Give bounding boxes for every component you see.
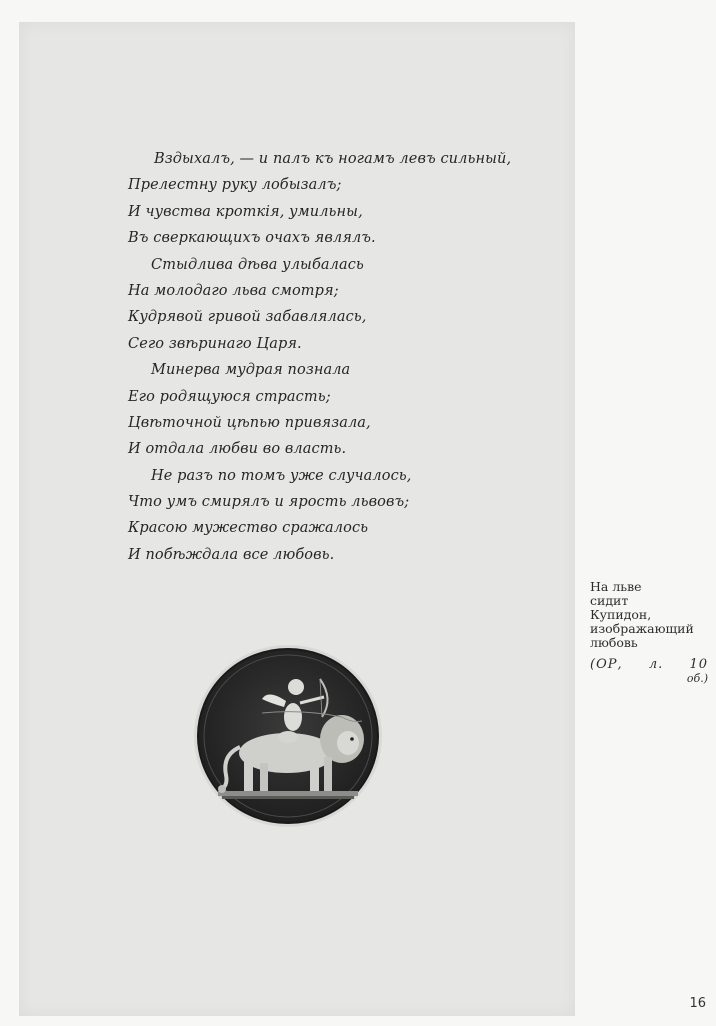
poem-line: Что умъ смирялъ и ярость львовъ; [128, 494, 410, 511]
poem-line: И отдала любви во власть. [128, 441, 347, 458]
archive-reference [590, 658, 708, 686]
cupid-lion-medallion [192, 643, 384, 829]
poem-line: Кудрявой гривой забавлялась, [128, 309, 367, 326]
poem-line: На молодаго льва смотря; [128, 282, 339, 299]
poem-line: Сего звѣринаго Царя. [128, 335, 302, 352]
reference-leaf-number: 10 [689, 657, 708, 672]
caption-line: изображающий [590, 621, 694, 636]
poem-line: Цвѣточной цѣпью привязала, [128, 414, 371, 431]
illustration-caption [590, 580, 708, 686]
poem-line: Минерва мудрая познала [151, 362, 351, 379]
reference-archive: (ОР, [590, 657, 623, 672]
poem-line: Вздыхалъ, — и палъ къ ногамъ левъ сильный, [154, 151, 512, 167]
poem-line: Прелестну руку лобызалъ; [128, 177, 342, 194]
caption-line: На льве [590, 579, 642, 594]
poem-line: И побѣждала все любовь. [128, 546, 335, 563]
reference-leaf-label: л. [648, 657, 664, 672]
manuscript-plate [19, 22, 575, 1016]
poem-text [127, 146, 547, 568]
page-number: 16 [689, 996, 706, 1011]
caption-line: Купидон, [590, 607, 652, 622]
poem-line: И чувства кроткія, умильны, [128, 203, 363, 220]
poem-line: Въ сверкающихъ очахъ являлъ. [128, 230, 376, 247]
poem-line: Красою мужество сражалось [128, 520, 369, 537]
poem-line: Стыдлива дѣва улыбалась [151, 256, 364, 273]
poem-line: Его родящуюся страсть; [128, 388, 331, 405]
caption-line: сидит [590, 593, 629, 608]
caption-line: любовь [590, 635, 638, 650]
poem-line: Не разъ по томъ уже случалось, [151, 467, 412, 484]
reference-verso: об.) [686, 672, 708, 685]
